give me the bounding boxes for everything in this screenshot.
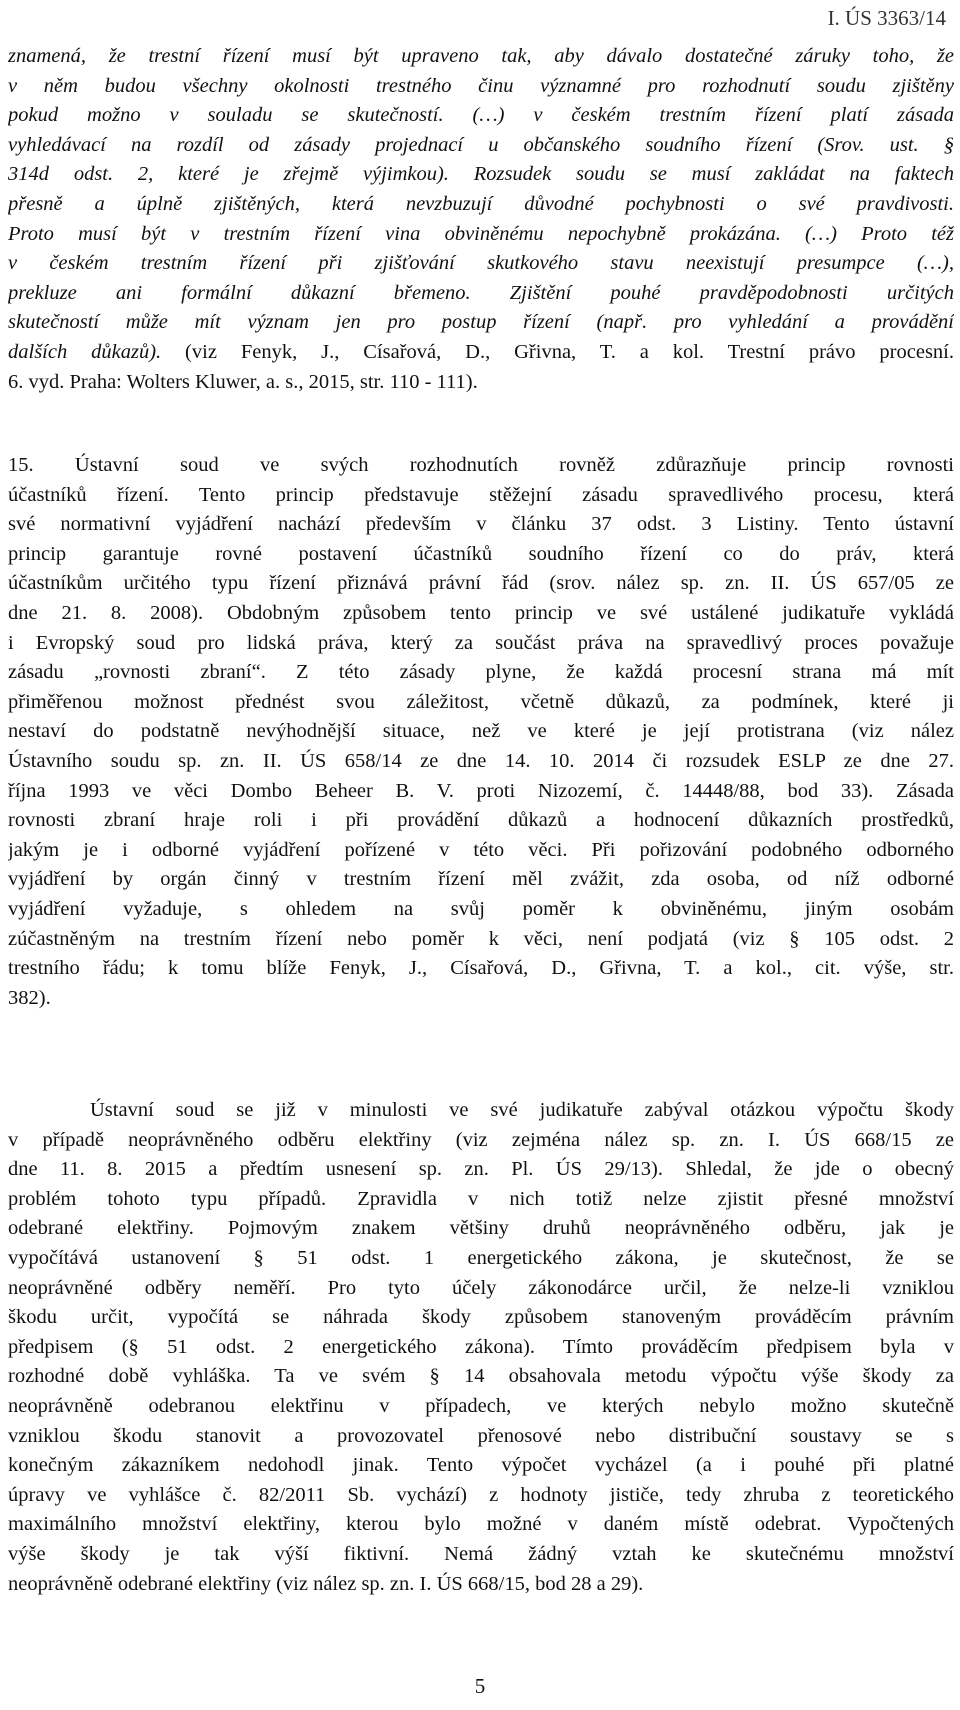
paragraph-line: i Evropský soud pro lidská práva, který za součást práva na spravedlivý proces považuje [8, 631, 954, 654]
paragraph-line: rovnosti zbraní hraje roli i při provádění důkazů a hodnocení důkazních prostředků, [8, 809, 954, 832]
quote-text: v českém trestním řízení při zjišťování skutkového stavu neexistují presumpce (…), [8, 252, 954, 275]
paragraph-line: 15. Ústavní soud ve svých rozhodnutích rovněž zdůrazňuje princip rovnosti [8, 454, 954, 476]
quote-text: vyhledávací na rozdíl od zásady projednací u občanského soudního řízení (Srov. ust. § [8, 133, 954, 156]
quote-line [8, 368, 954, 398]
paragraph-line: vyjádření by orgán činný v trestním řízení měl zvážit, zda osoba, od níž odborné [8, 868, 954, 891]
paragraph-line: vypočítává ustanovení § 51 odst. 1 energetického zákona, je skutečnost, že se [8, 1246, 954, 1269]
paragraph-line: neoprávněné odběry neměří. Pro tyto účely zákonodárce určil, že nelze-li vzniklou [8, 1276, 954, 1299]
quote-text: prekluze ani formální důkazní břemeno. Zjištění pouhé pravděpodobnosti určitých [8, 281, 954, 304]
quote-line [8, 220, 954, 250]
paragraph-line: problém tohoto typu případů. Zpravidla v nich totiž nelze zjistit přesné množství [8, 1187, 954, 1210]
page-number: 5 [474, 1674, 486, 1698]
citation-text: 6. vyd. Praha: Wolters Kluwer, a. s., 2015, str. 110 - 111). [8, 370, 478, 393]
paragraph-15 [8, 451, 954, 1013]
paragraph-line: v případě neoprávněného odběru elektřiny (viz zejména nález sp. zn. I. ÚS 668/15 ze [8, 1128, 954, 1151]
paragraph-line: 382). [8, 986, 51, 1009]
paragraph-line: neoprávněně odebrané elektřiny (viz nález sp. zn. I. ÚS 668/15, bod 28 a 29). [8, 1572, 644, 1595]
quote-paragraph [8, 42, 954, 397]
paragraph-line: vzniklou škodu stanovit a provozovatel přenosové nebo distribuční soustavy se s [8, 1424, 954, 1447]
paragraph-line: úpravy ve vyhlášce č. 82/2011 Sb. vychází) z hodnoty jističe, tedy zhruba z teoretického [8, 1483, 954, 1506]
paragraph-line: Ústavního soudu sp. zn. II. ÚS 658/14 ze dne 14. 10. 2014 či rozsudek ESLP ze dne 27. [8, 749, 954, 772]
paragraph-line: maximálního množství elektřiny, kterou bylo možné v daném místě odebrat. Vypočtených [8, 1513, 954, 1536]
paragraph-line: října 1993 ve věci Dombo Beheer B. V. proti Nizozemí, č. 14448/88, bod 33). Zásada [8, 779, 954, 802]
quote-text: v něm budou všechny okolnosti trestného činu významné pro rozhodnutí soudu zjištěny [8, 74, 954, 97]
quote-line [8, 338, 954, 368]
paragraph-line: Ústavní soud se již v minulosti ve své judikatuře zabýval otázkou výpočtu škody [90, 1099, 954, 1121]
quote-line [8, 42, 954, 72]
quote-text: pokud možno v souladu se skutečností. (…) v českém trestním řízení platí zásada [8, 104, 954, 127]
quote-line [8, 279, 954, 309]
paragraph-line: zásadu „rovnosti zbraní“. Z této zásady plyne, že každá procesní strana má mít [8, 661, 954, 684]
quote-line [8, 308, 954, 338]
quote-line [8, 249, 954, 279]
paragraph-line: účastníkům určitého typu řízení přiznává právní řád (srov. nález sp. zn. II. ÚS 657/05 ze [8, 572, 954, 595]
quote-line [8, 72, 954, 102]
quote-line [8, 160, 954, 190]
case-number-header: I. ÚS 3363/14 [827, 6, 946, 30]
paragraph-line: jakým je i odborné vyjádření pořízené v této věci. Při pořizování podobného odborného [8, 838, 954, 861]
paragraph-line: účastníků řízení. Tento princip představuje stěžejní zásadu spravedlivého procesu, která [8, 483, 954, 506]
paragraph-line: vyjádření vyžaduje, s ohledem na svůj poměr k obviněnému, jiným osobám [8, 897, 954, 920]
quote-text: znamená, že trestní řízení musí být upraveno tak, aby dávalo dostatečné záruky toho, že [8, 45, 954, 67]
paragraph-line: své normativní vyjádření nachází především v článku 37 odst. 3 Listiny. Tento ústavní [8, 513, 954, 536]
paragraph-line: nestaví do podstatně nevýhodnější situace, než ve které je její protistrana (viz nález [8, 720, 954, 743]
paragraph-line: rozhodné době vyhláška. Ta ve svém § 14 obsahovala metodu výpočtu výše škody za [8, 1365, 954, 1388]
paragraph-line: dne 11. 8. 2015 a předtím usnesení sp. zn. Pl. ÚS 29/13). Shledal, že jde o obecný [8, 1158, 954, 1181]
quote-line [8, 131, 954, 161]
paragraph-line: předpisem (§ 51 odst. 2 energetického zákona). Tímto prováděcím předpisem byla v [8, 1335, 954, 1358]
paragraph-line: dne 21. 8. 2008). Obdobným způsobem tento princip ve své ustálené judikatuře vykládá [8, 601, 954, 624]
quote-line [8, 101, 954, 131]
paragraph-line: neoprávněně odebranou elektřinu v případech, ve kterých nebylo možno skutečně [8, 1394, 954, 1417]
quote-text: skutečností může mít význam jen pro postup řízení (např. pro vyhledání a provádění [8, 311, 954, 334]
paragraph-line: princip garantuje rovné postavení účastníků soudního řízení co do práv, která [8, 542, 954, 565]
paragraph-line: odebrané elektřiny. Pojmovým znakem většiny druhů neoprávněného odběru, jak je [8, 1217, 954, 1240]
citation-text: (viz Fenyk, J., Císařová, D., Gřivna, T. a kol. Trestní právo procesní. [161, 340, 954, 363]
quote-text: dalších důkazů). [8, 340, 162, 363]
paragraph-line: zúčastněným na trestním řízení nebo poměr k věci, není podjatá (viz § 105 odst. 2 [8, 927, 954, 950]
paragraph-line: přiměřenou možnost přednést svou záležitost, včetně důkazů, za podmínek, které ji [8, 690, 954, 713]
quote-text: 314d odst. 2, které je zřejmě výjimkou). Rozsudek soudu se musí zakládat na faktech [8, 163, 954, 186]
paragraph-line: škodu určit, vypočítá se náhrada škody způsobem stanoveným prováděcím právním [8, 1306, 954, 1329]
quote-text: Proto musí být v trestním řízení vina obviněnému nepochybně prokázána. (…) Proto též [8, 222, 954, 245]
paragraph-line: trestního řádu; k tomu blíže Fenyk, J., Císařová, D., Gřivna, T. a kol., cit. výše, str. [8, 957, 954, 980]
quote-text: přesně a úplně zjištěných, která nevzbuzují důvodné pochybnosti o své pravdivosti. [8, 192, 954, 215]
paragraph-16 [8, 1096, 954, 1599]
quote-line [8, 190, 954, 220]
paragraph-line: konečným zákazníkem nedohodl jinak. Tento výpočet vycházel (a i pouhé při platné [8, 1454, 954, 1477]
paragraph-line: výše škody je tak výší fiktivní. Nemá žádný vztah ke skutečnému množství [8, 1542, 954, 1565]
